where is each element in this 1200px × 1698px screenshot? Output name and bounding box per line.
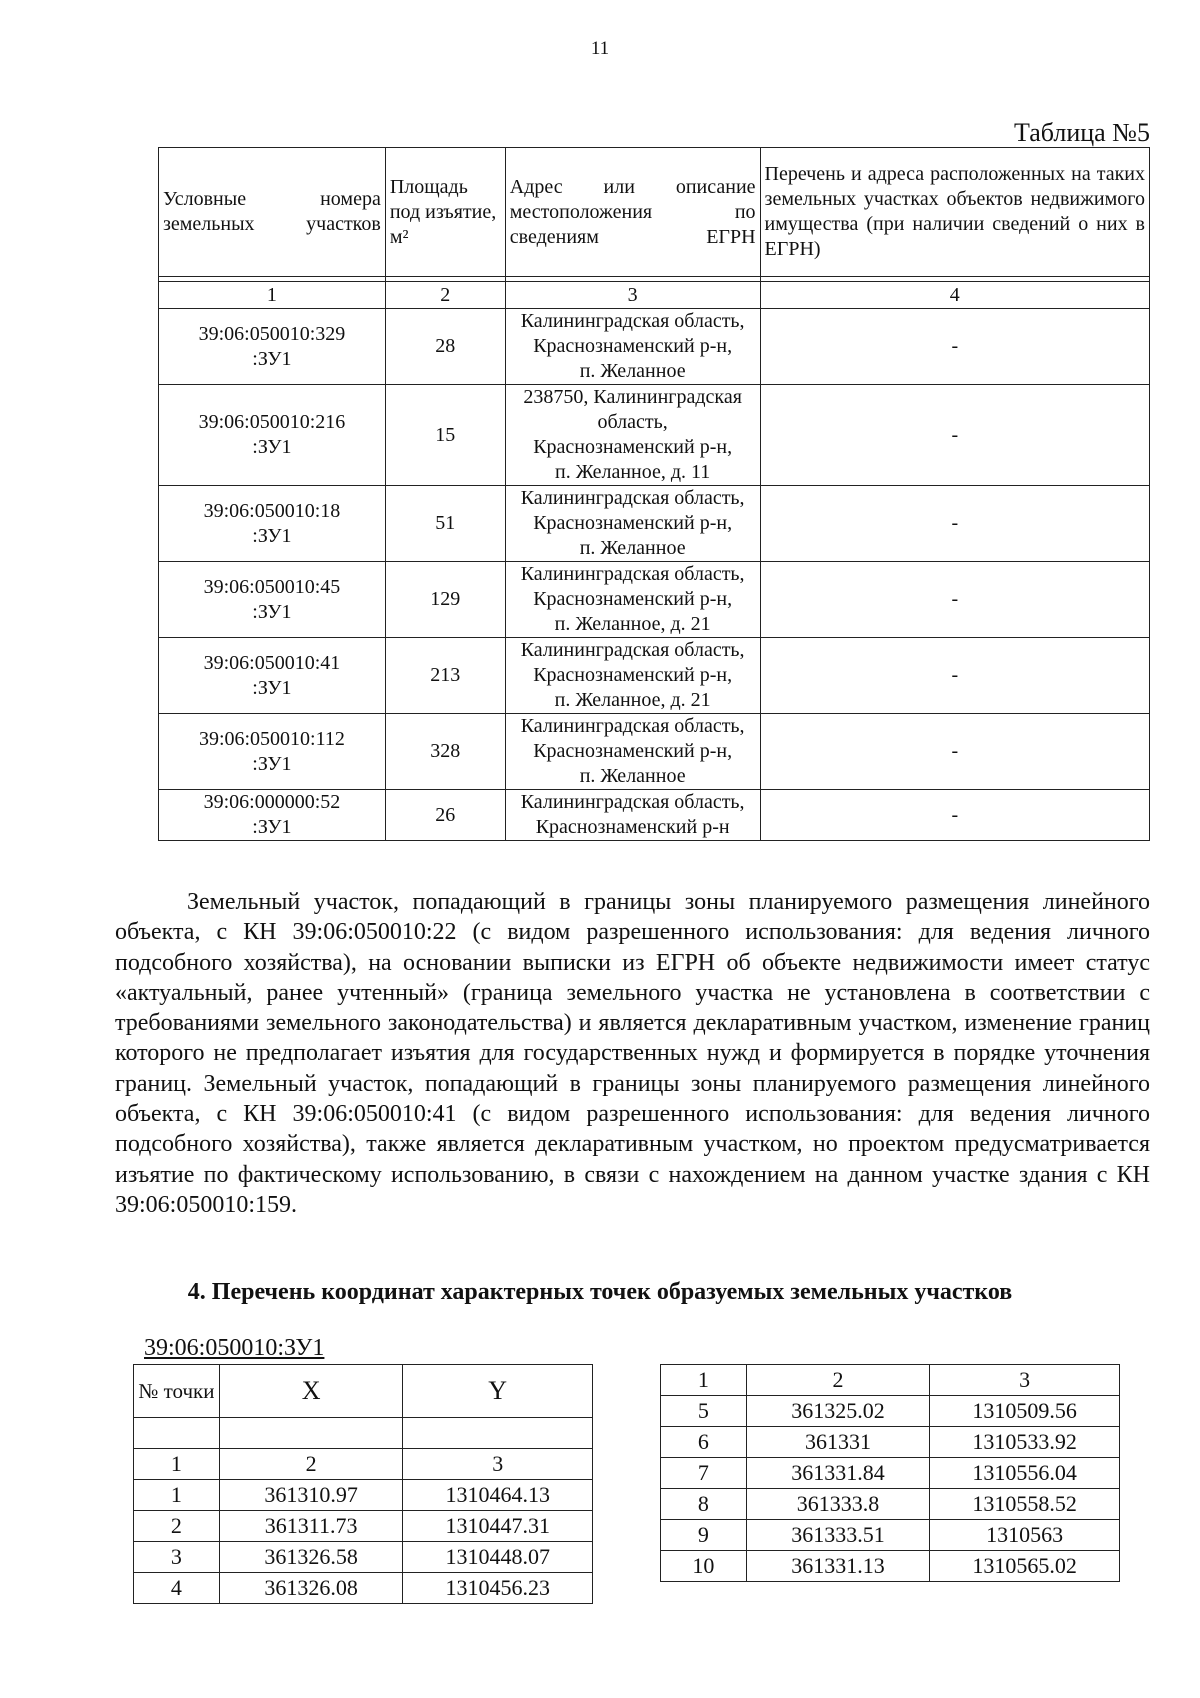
land-plots-table xyxy=(158,147,1150,841)
address-line: Краснознаменский р-н xyxy=(535,816,730,838)
plot-number-suffix: :ЗУ1 xyxy=(252,676,292,699)
point-x: 361331.13 xyxy=(746,1551,930,1582)
column-number: 1 xyxy=(134,1449,220,1480)
point-number: 6 xyxy=(661,1427,747,1458)
point-y: 1310464.13 xyxy=(403,1480,593,1511)
plot-objects: - xyxy=(760,486,1149,562)
point-x: 361326.08 xyxy=(219,1573,403,1604)
address-line: Калининградская область, xyxy=(520,639,745,661)
coord-row xyxy=(661,1520,1120,1551)
header-plot-numbers: Условные номера земельных участков xyxy=(159,148,386,277)
plot-number: 39:06:050010:18 xyxy=(203,499,341,522)
point-x: 361333.51 xyxy=(746,1520,930,1551)
column-number: 3 xyxy=(403,1449,593,1480)
plot-address-cell xyxy=(505,486,760,562)
address-line: Краснознаменский р-н, xyxy=(533,335,733,357)
plot-objects: - xyxy=(760,309,1149,385)
point-y: 1310556.04 xyxy=(930,1458,1120,1489)
header-area: Площадь под изъятие, м² xyxy=(385,148,505,277)
plot-address-cell xyxy=(505,638,760,714)
body-paragraph xyxy=(115,887,1150,1220)
plot-number: 39:06:050010:112 xyxy=(198,727,345,750)
point-number: 9 xyxy=(661,1520,747,1551)
header-x: X xyxy=(219,1365,403,1418)
column-number: 1 xyxy=(159,282,386,309)
coord-row xyxy=(661,1396,1120,1427)
coord-row xyxy=(134,1573,593,1604)
plot-number-suffix: :ЗУ1 xyxy=(252,347,292,370)
column-number: 2 xyxy=(385,282,505,309)
plot-address-cell xyxy=(505,562,760,638)
plot-area: 129 xyxy=(385,562,505,638)
address-line: п. Желанное xyxy=(579,765,686,787)
plot-area: 28 xyxy=(385,309,505,385)
point-number: 10 xyxy=(661,1551,747,1582)
column-number: 2 xyxy=(746,1365,930,1396)
header-objects: Перечень и адреса расположенных на таких земельных участках объектов недвижимого имущества (при наличии сведений о них в ЕГРН) xyxy=(760,148,1149,277)
point-y: 1310448.07 xyxy=(403,1542,593,1573)
plot-number-suffix: :ЗУ1 xyxy=(252,600,292,623)
table-row xyxy=(159,562,1150,638)
column-number: 3 xyxy=(930,1365,1120,1396)
plot-objects: - xyxy=(760,385,1149,486)
point-x: 361333.8 xyxy=(746,1489,930,1520)
coordinates-table-left xyxy=(133,1364,593,1604)
point-y: 1310533.92 xyxy=(930,1427,1120,1458)
plot-number: 39:06:050010:41 xyxy=(203,651,341,674)
plot-number-cell xyxy=(159,790,386,841)
point-y: 1310565.02 xyxy=(930,1551,1120,1582)
address-line: область, xyxy=(597,411,668,433)
point-number: 1 xyxy=(134,1480,220,1511)
coord-row xyxy=(661,1427,1120,1458)
coord-column-numbers xyxy=(134,1449,593,1480)
header-point-number: № точки xyxy=(134,1365,220,1418)
coord-column-numbers xyxy=(661,1365,1120,1396)
point-y: 1310509.56 xyxy=(930,1396,1120,1427)
coord-row xyxy=(134,1480,593,1511)
plot-number-cell xyxy=(159,714,386,790)
address-line: Краснознаменский р-н, xyxy=(533,588,733,610)
plot-number: 39:06:050010:329 xyxy=(198,322,346,345)
address-line: Калининградская область, xyxy=(520,310,745,332)
plot-number-suffix: :ЗУ1 xyxy=(252,436,292,458)
column-number: 4 xyxy=(760,282,1149,309)
column-numbers-row xyxy=(159,282,1150,309)
plot-objects: - xyxy=(760,562,1149,638)
parcel-label: 39:06:050010:ЗУ1 xyxy=(144,1335,325,1361)
plot-area: 26 xyxy=(385,790,505,841)
section-heading: 4. Перечень координат характерных точек образуемых земельных участков xyxy=(187,1279,1013,1305)
point-number: 4 xyxy=(134,1573,220,1604)
coord-row xyxy=(661,1489,1120,1520)
plot-objects: - xyxy=(760,790,1149,841)
point-y: 1310447.31 xyxy=(403,1511,593,1542)
plot-objects: - xyxy=(760,638,1149,714)
plot-area: 328 xyxy=(385,714,505,790)
plot-number-cell xyxy=(159,638,386,714)
point-number: 8 xyxy=(661,1489,747,1520)
table-row xyxy=(159,486,1150,562)
address-line: п. Желанное xyxy=(579,360,686,382)
plot-number: 39:06:000000:52 xyxy=(203,791,341,813)
coord-row xyxy=(134,1542,593,1573)
address-line: п. Желанное, д. 21 xyxy=(554,613,711,635)
plot-area: 15 xyxy=(385,385,505,486)
plot-number-suffix: :ЗУ1 xyxy=(252,752,292,775)
column-number: 1 xyxy=(661,1365,747,1396)
address-line: п. Желанное xyxy=(579,537,686,559)
point-x: 361331 xyxy=(746,1427,930,1458)
plot-number-cell xyxy=(159,309,386,385)
address-line: Калининградская область, xyxy=(520,791,745,813)
address-line: Калининградская область, xyxy=(520,563,745,585)
point-number: 7 xyxy=(661,1458,747,1489)
table-row xyxy=(159,714,1150,790)
coord-header-row xyxy=(134,1365,593,1418)
coord-row xyxy=(661,1458,1120,1489)
plot-number-suffix: :ЗУ1 xyxy=(252,816,292,838)
point-number: 5 xyxy=(661,1396,747,1427)
point-x: 361310.97 xyxy=(219,1480,403,1511)
coord-row xyxy=(661,1551,1120,1582)
plot-address-cell xyxy=(505,714,760,790)
plot-address-cell xyxy=(505,385,760,486)
plot-address-cell xyxy=(505,790,760,841)
header-address: Адрес или описание местоположения по сведениям ЕГРН xyxy=(505,148,760,277)
point-y: 1310558.52 xyxy=(930,1489,1120,1520)
plot-area: 213 xyxy=(385,638,505,714)
plot-number-cell xyxy=(159,385,386,486)
point-number: 3 xyxy=(134,1542,220,1573)
paragraph-text: Земельный участок, попадающий в границы зоны планируемого размещения линейного объекта, с КН 39:06:050010:22 (с видом разрешенного использования: для ведения личного подсобного хозяйства), на основании выписки из ЕГРН об объекте недвижимости имеет статус «актуальный, ранее учтенный» (граница земельного участка не установлена в соответствии с требованиями земельного законодательства) и является декларативным участком, изменение границ которого не предполагает изъятия для государственных нужд и формируется в порядке уточнения границ. Земельный участок, попадающий в границы зоны планируемого размещения линейного объекта, с КН 39:06:050010:41 (с видом разрешенного использования: для ведения личного подсобного хозяйства), также является декларативным участком, но проектом предусматривается изъятие по фактическому использованию, в связи с нахождением на данном участке здания с КН 39:06:050010:159. xyxy=(115,889,1150,1218)
table-row xyxy=(159,385,1150,486)
coordinates-table-right xyxy=(660,1364,1120,1582)
plot-number-suffix: :ЗУ1 xyxy=(252,524,292,547)
address-line: Калининградская область, xyxy=(520,715,745,737)
point-x: 361331.84 xyxy=(746,1458,930,1489)
address-line: Калининградская область, xyxy=(520,487,745,509)
plot-area: 51 xyxy=(385,486,505,562)
address-line: 238750, Калининградская xyxy=(523,386,742,408)
point-x: 361326.58 xyxy=(219,1542,403,1573)
address-line: Краснознаменский р-н, xyxy=(533,512,733,534)
address-line: п. Желанное, д. 21 xyxy=(554,689,711,711)
page-number: 11 xyxy=(590,38,610,59)
table-row xyxy=(159,790,1150,841)
table-caption: Таблица №5 xyxy=(1013,118,1150,147)
point-number: 2 xyxy=(134,1511,220,1542)
address-line: Краснознаменский р-н, xyxy=(533,436,733,458)
plot-number-cell xyxy=(159,486,386,562)
table-row xyxy=(159,638,1150,714)
coord-row xyxy=(134,1511,593,1542)
plot-number: 39:06:050010:216 xyxy=(198,411,346,433)
plot-objects: - xyxy=(760,714,1149,790)
column-number: 2 xyxy=(219,1449,403,1480)
point-y: 1310563 xyxy=(930,1520,1120,1551)
plot-number: 39:06:050010:45 xyxy=(203,575,341,598)
header-y: Y xyxy=(403,1365,593,1418)
address-line: Краснознаменский р-н, xyxy=(533,664,733,686)
point-x: 361325.02 xyxy=(746,1396,930,1427)
address-line: п. Желанное, д. 11 xyxy=(554,461,711,483)
point-x: 361311.73 xyxy=(219,1511,403,1542)
point-y: 1310456.23 xyxy=(403,1573,593,1604)
table-header-row xyxy=(159,148,1150,277)
table-row xyxy=(159,309,1150,385)
plot-address-cell xyxy=(505,309,760,385)
plot-number-cell xyxy=(159,562,386,638)
column-number: 3 xyxy=(505,282,760,309)
address-line: Краснознаменский р-н, xyxy=(533,740,733,762)
